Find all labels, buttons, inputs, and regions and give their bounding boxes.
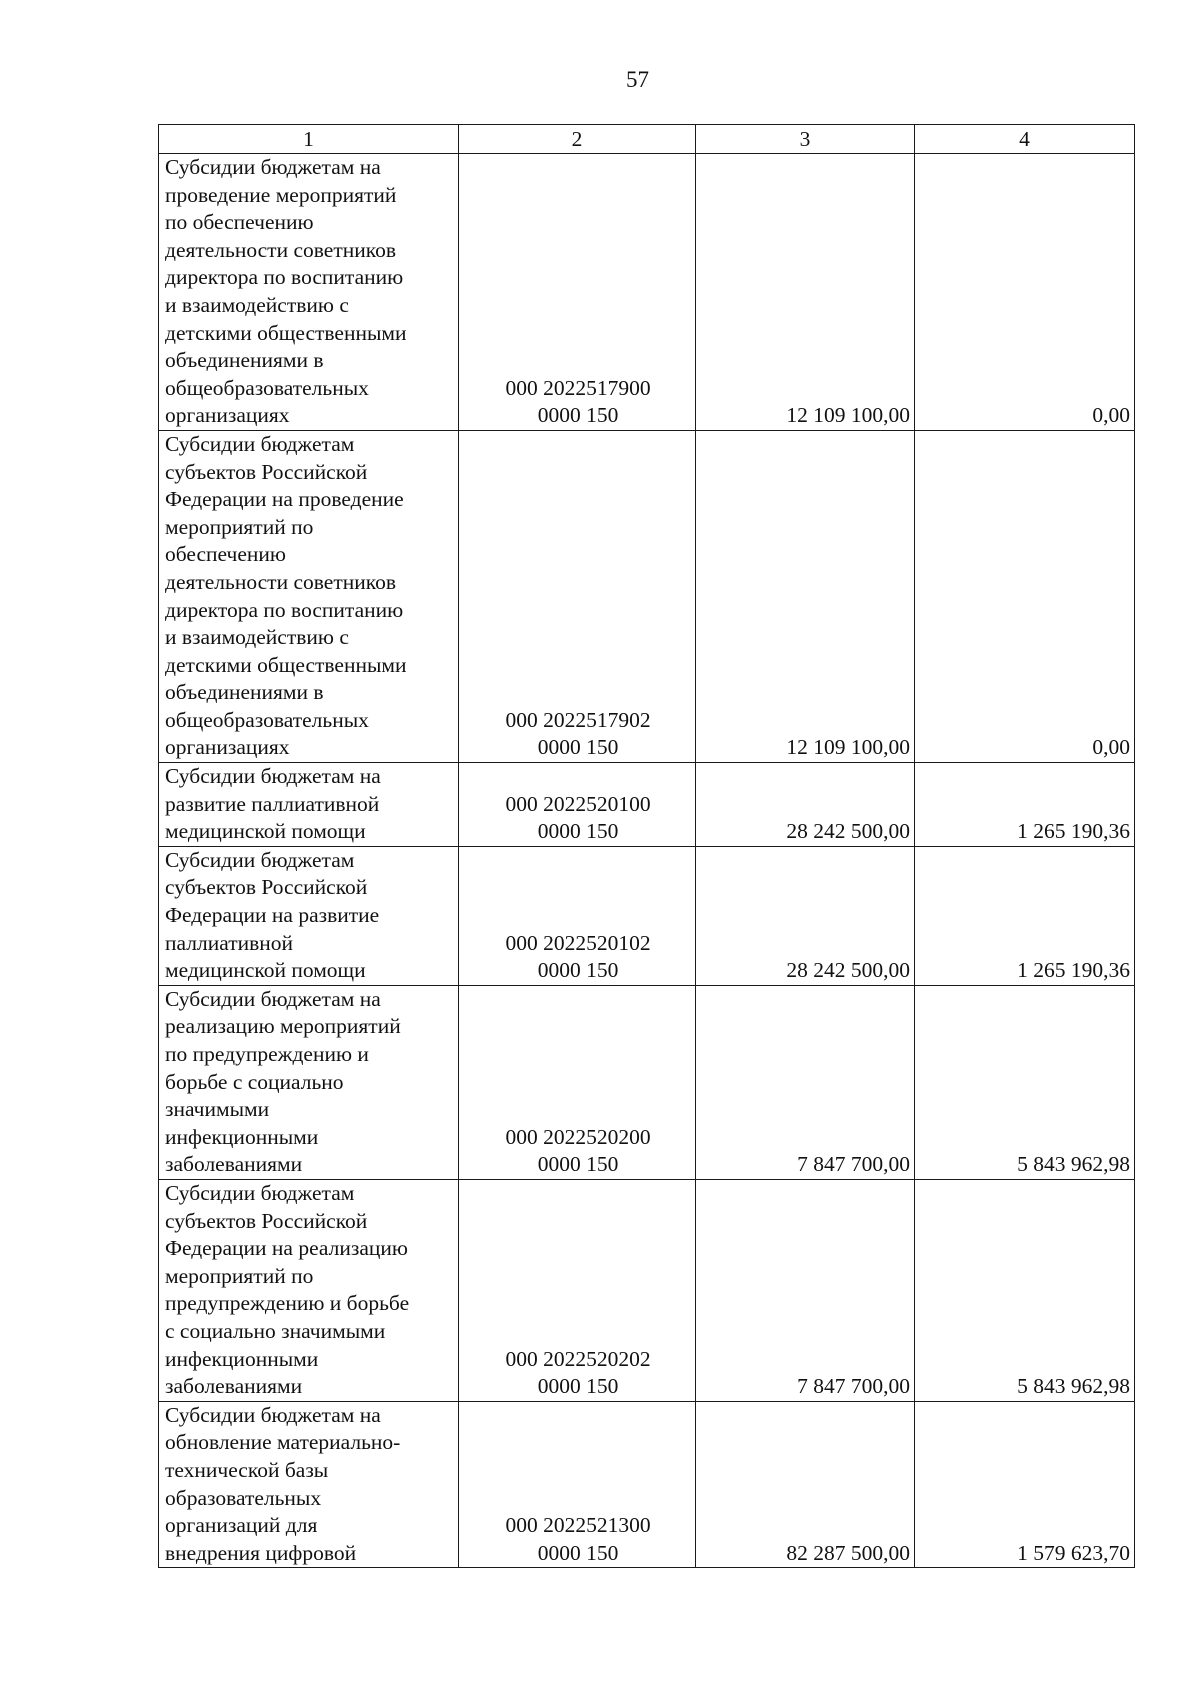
column-header-3: 3 <box>696 125 915 154</box>
actual-amount: 1 265 190,36 <box>915 846 1135 985</box>
budget-code: 000 2022517902 0000 150 <box>505 707 651 760</box>
subsidy-name: Субсидии бюджетам на развитие паллиативной медицинской помощи <box>165 764 381 844</box>
column-header-1: 1 <box>159 125 459 154</box>
budget-code: 000 2022521300 0000 150 <box>505 1513 651 1565</box>
table-row <box>159 846 1135 985</box>
subsidy-name: Субсидии бюджетам на реализацию мероприятий по предупреждению и борьбе с социально значимыми инфекционными заболеваниями <box>165 986 401 1177</box>
table-row <box>159 430 1135 762</box>
subsidy-name-cell <box>159 154 459 431</box>
subsidy-name-cell <box>159 1401 459 1568</box>
planned-amount: 28 242 500,00 <box>696 763 915 847</box>
budget-code-cell <box>459 763 696 847</box>
table-row <box>159 154 1135 431</box>
budget-code: 000 2022520202 0000 150 <box>505 1346 651 1399</box>
actual-amount: 0,00 <box>915 154 1135 431</box>
planned-amount: 7 847 700,00 <box>696 1179 915 1401</box>
budget-code: 000 2022520200 0000 150 <box>505 1124 651 1177</box>
budget-code-cell <box>459 430 696 762</box>
planned-amount: 82 287 500,00 <box>696 1401 915 1568</box>
subsidy-name-cell <box>159 763 459 847</box>
column-header-4: 4 <box>915 125 1135 154</box>
table-row <box>159 985 1135 1179</box>
table-row <box>159 1179 1135 1401</box>
budget-code-cell <box>459 1401 696 1568</box>
subsidy-name-cell <box>159 985 459 1179</box>
budget-table <box>158 124 1135 1568</box>
table-row <box>159 763 1135 847</box>
budget-code: 000 2022520102 0000 150 <box>505 930 651 983</box>
actual-amount: 1 579 623,70 <box>915 1401 1135 1568</box>
actual-amount: 5 843 962,98 <box>915 1179 1135 1401</box>
planned-amount: 12 109 100,00 <box>696 154 915 431</box>
subsidy-name-cell <box>159 846 459 985</box>
planned-amount: 28 242 500,00 <box>696 846 915 985</box>
subsidy-name: Субсидии бюджетам на проведение мероприятий по обеспечению деятельности советников директора по воспитанию и взаимодействию с детскими общественными объединениями в общеобразовательных организациях <box>165 155 407 428</box>
actual-amount: 5 843 962,98 <box>915 985 1135 1179</box>
subsidy-name: Субсидии бюджетам субъектов Российской Федерации на реализацию мероприятий по предупреждению и борьбе с социально значимыми инфекционными заболеваниями <box>165 1180 410 1399</box>
column-header-2: 2 <box>459 125 696 154</box>
table-header-row <box>159 125 1135 154</box>
subsidy-name: Субсидии бюджетам на обновление материально- технической базы образовательных организаций для внедрения цифровой <box>165 1402 401 1565</box>
page-number: 57 <box>626 67 649 92</box>
actual-amount: 1 265 190,36 <box>915 763 1135 847</box>
budget-code-cell <box>459 154 696 431</box>
planned-amount: 7 847 700,00 <box>696 985 915 1179</box>
subsidy-name-cell <box>159 1179 459 1401</box>
budget-code-cell <box>459 985 696 1179</box>
subsidy-name: Субсидии бюджетам субъектов Российской Федерации на проведение мероприятий по обеспечению деятельности советников директора по воспитанию и взаимодействию с детскими общественными объединениями в общеобразовательных организациях <box>165 431 407 760</box>
planned-amount: 12 109 100,00 <box>696 430 915 762</box>
actual-amount: 0,00 <box>915 430 1135 762</box>
budget-code-cell <box>459 846 696 985</box>
subsidy-name-cell <box>159 430 459 762</box>
budget-code: 000 2022520100 0000 150 <box>505 791 651 844</box>
subsidy-name: Субсидии бюджетам субъектов Российской Федерации на развитие паллиативной медицинской помощи <box>165 847 380 983</box>
budget-code-cell <box>459 1179 696 1401</box>
budget-code: 000 2022517900 0000 150 <box>505 375 651 428</box>
table-row <box>159 1401 1135 1568</box>
